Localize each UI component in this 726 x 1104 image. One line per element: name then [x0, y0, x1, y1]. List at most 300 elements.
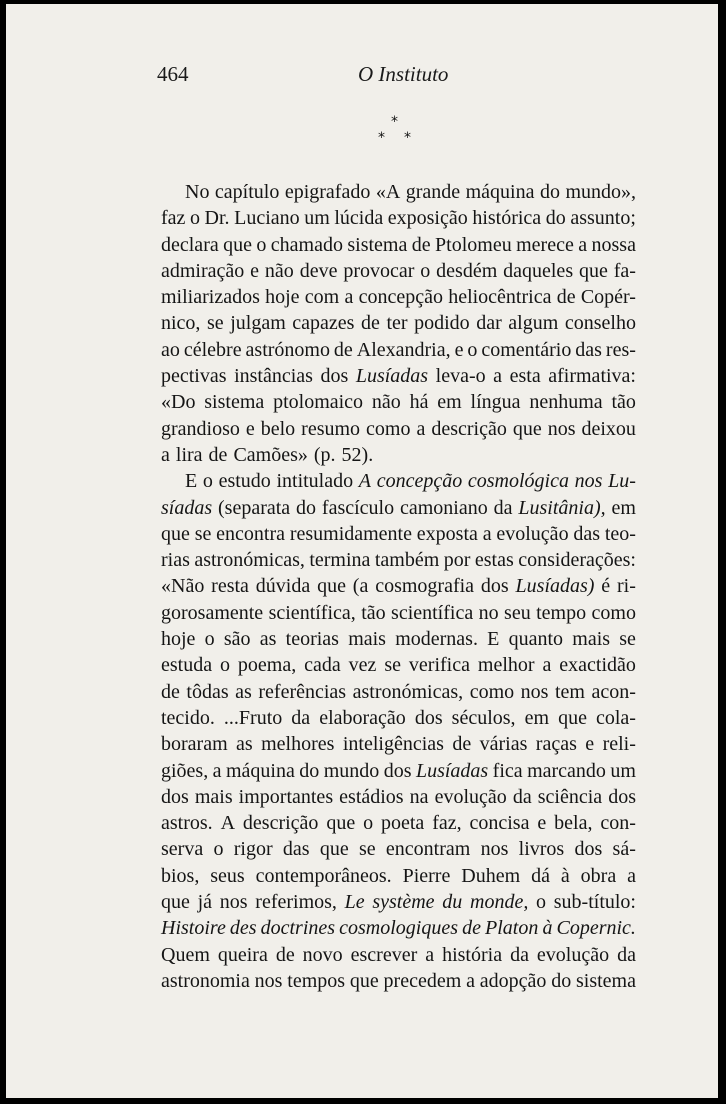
word: se: [194, 522, 212, 545]
word: dar: [476, 312, 502, 335]
word: com: [304, 286, 340, 309]
word: que: [161, 891, 190, 914]
word: que: [326, 812, 356, 835]
text-line: [161, 495, 636, 521]
word: giões,: [161, 759, 209, 782]
text-line: [161, 442, 636, 468]
word: deixou: [581, 417, 636, 440]
word: se: [384, 654, 402, 677]
word: exactidão: [559, 654, 636, 677]
word: Lusíadas: [355, 365, 429, 388]
word: que: [223, 233, 253, 256]
word: sistema: [204, 391, 265, 414]
word: máquina: [225, 759, 295, 782]
word: julgam: [230, 312, 286, 335]
word: cosmologiques: [339, 917, 459, 940]
text-line: [161, 810, 636, 836]
word: várias: [479, 733, 528, 756]
word: nos: [219, 891, 248, 914]
text-line: [161, 232, 636, 258]
word: Copernic.: [556, 917, 636, 940]
word: em: [611, 496, 636, 519]
text-line: [161, 679, 636, 705]
word: «Do: [161, 391, 196, 414]
word: Dr.: [204, 207, 230, 230]
word: exposição: [387, 207, 468, 230]
text-line: [161, 705, 636, 731]
text-line: [161, 731, 636, 757]
word: língua: [470, 391, 521, 414]
word: marcando: [527, 759, 606, 782]
word: nos: [547, 417, 576, 440]
word: de: [411, 233, 431, 256]
text-line: [161, 784, 636, 810]
word: resta: [211, 575, 249, 598]
word: E: [487, 628, 500, 651]
word: nico,: [161, 312, 201, 335]
word: con-: [600, 812, 636, 835]
word: gorosamente: [161, 601, 264, 624]
word: por: [443, 549, 471, 572]
word: contemporâneos.: [255, 864, 392, 887]
word: em: [524, 706, 550, 729]
word: A: [358, 470, 372, 493]
word: nos: [480, 838, 509, 861]
asterism-star-left: *: [378, 130, 385, 146]
word: da: [512, 785, 532, 808]
word: de: [208, 443, 228, 466]
word: nos: [574, 470, 603, 493]
word: 52).: [341, 443, 374, 466]
word: que: [512, 417, 542, 440]
text-line: [161, 416, 636, 442]
word: doctrines: [260, 917, 336, 940]
word: serva: [161, 838, 204, 861]
word: nenhuma: [529, 391, 603, 414]
word: cada: [304, 654, 341, 677]
word: ptolomaico: [273, 391, 364, 414]
word: merece: [516, 233, 574, 256]
word: tão: [611, 391, 636, 414]
word: a: [493, 365, 503, 388]
word: novo: [302, 943, 343, 966]
word: há: [409, 391, 429, 414]
word: poema,: [237, 654, 297, 677]
word: no: [478, 601, 499, 624]
word: pectivas: [161, 365, 227, 388]
word: rias: [161, 549, 190, 572]
word: estas: [474, 549, 514, 572]
word: e: [454, 338, 464, 361]
word: leva-o: [435, 365, 486, 388]
word: o: [189, 207, 200, 230]
word: daqueles: [503, 259, 574, 282]
word: e: [250, 259, 260, 282]
word: de: [333, 338, 353, 361]
word: a: [466, 969, 475, 992]
word: ...Fruto: [223, 706, 283, 729]
word: dos: [320, 365, 349, 388]
word: que: [161, 522, 190, 545]
word: tecido.: [161, 706, 215, 729]
word: nos: [254, 969, 283, 992]
word: concepção: [358, 286, 443, 309]
word: descrição: [242, 812, 319, 835]
word: camoniano: [399, 496, 488, 519]
word: célebre: [183, 338, 242, 361]
word: scientífica,: [268, 601, 356, 624]
word: fa-: [613, 259, 636, 282]
word: res-: [605, 338, 636, 361]
word: verifica: [408, 654, 470, 677]
text-line: [161, 863, 636, 889]
word: ao: [161, 338, 180, 361]
word: capazes: [292, 312, 355, 335]
word: o: [202, 470, 213, 493]
word: de: [275, 943, 295, 966]
word: que: [558, 706, 587, 729]
word: sub-título:: [553, 891, 636, 914]
word: histórica: [472, 207, 542, 230]
word: importantes: [238, 785, 334, 808]
word: evolução: [536, 943, 610, 966]
word: (separata: [218, 496, 291, 519]
word: o: [213, 838, 224, 861]
word: do: [545, 207, 566, 230]
word: que: [319, 838, 349, 861]
word: capítulo: [214, 181, 280, 203]
word: o: [256, 233, 267, 256]
word: grandioso: [161, 417, 240, 440]
word: heliocêntrica: [448, 286, 552, 309]
word: escrever: [350, 943, 418, 966]
word: chamado: [270, 233, 343, 256]
word: e: [537, 812, 547, 835]
word: declara: [161, 233, 219, 256]
word: considerações:: [518, 549, 636, 572]
word: da: [493, 496, 513, 519]
text-line: [161, 205, 636, 231]
word: a: [578, 233, 588, 256]
text-line: [161, 758, 636, 784]
word: ri-: [617, 575, 636, 598]
word: tão: [361, 601, 386, 624]
word: Duhem: [461, 864, 521, 887]
text-line: [161, 600, 636, 626]
word: dos: [574, 838, 603, 861]
word: raças: [535, 733, 577, 756]
word: hoje: [161, 628, 196, 651]
word: da: [291, 706, 311, 729]
word: sá-: [612, 838, 636, 861]
word: belo: [260, 417, 296, 440]
word: E: [185, 470, 198, 493]
word: Alexandria,: [356, 338, 451, 361]
word: que: [349, 969, 379, 992]
word: não: [371, 391, 401, 414]
word: em: [437, 391, 462, 414]
word: lira: [175, 443, 203, 466]
word: descrição: [431, 417, 507, 440]
word: astronómicas,: [352, 680, 464, 703]
word: concepção: [376, 470, 463, 493]
page-header: [6, 62, 718, 92]
page-number: 464: [157, 62, 189, 86]
word: bios,: [161, 864, 200, 887]
word: afirmativa:: [548, 365, 636, 388]
word: o: [204, 628, 215, 651]
word: cosmológica: [467, 470, 569, 493]
word: Le: [344, 891, 365, 914]
word: astronomia: [161, 969, 250, 992]
word: e: [245, 417, 255, 440]
word: bela,: [554, 812, 593, 835]
word: das: [282, 838, 310, 861]
word: tem: [554, 680, 585, 703]
word: de: [361, 312, 380, 335]
text-line: [161, 363, 636, 389]
word: história: [442, 943, 503, 966]
word: obra: [580, 864, 617, 887]
word: tôdas: [186, 680, 229, 703]
word: cosmografia: [375, 575, 475, 598]
word: A: [220, 812, 236, 835]
word: a: [542, 654, 552, 677]
word: máquina: [465, 181, 535, 203]
paper-sheet: [6, 4, 718, 1098]
word: concisa: [469, 812, 530, 835]
word: um: [610, 759, 636, 782]
word: como: [366, 417, 411, 440]
word: do: [551, 969, 572, 992]
word: o: [420, 259, 431, 282]
text-line: [161, 915, 636, 941]
word: desdém: [436, 259, 498, 282]
word: já: [197, 891, 213, 914]
word: dos: [383, 759, 412, 782]
word: termina: [309, 549, 371, 572]
word: nos: [520, 680, 549, 703]
word: livros: [518, 838, 565, 861]
section-asterism: [356, 114, 416, 154]
word: cola-: [595, 706, 636, 729]
word: dos: [161, 785, 189, 808]
word: tempo: [536, 601, 587, 624]
word: se: [206, 312, 224, 335]
word: Lusíadas): [515, 575, 595, 598]
word: as: [235, 680, 252, 703]
word: Lusíadas: [415, 759, 489, 782]
text-line: [161, 968, 636, 994]
word: referimos,: [255, 891, 337, 914]
word: algum: [508, 312, 559, 335]
text-line: [161, 179, 636, 205]
word: poeta: [380, 812, 425, 835]
word: queira: [217, 943, 268, 966]
text-line: [161, 468, 636, 494]
word: estuda: [161, 654, 213, 677]
word: exposta: [416, 522, 478, 545]
word: resumo: [301, 417, 361, 440]
word: dos: [480, 575, 509, 598]
word: a: [416, 417, 426, 440]
word: grande: [405, 181, 461, 203]
word: a: [425, 943, 435, 966]
word: Copér-: [580, 286, 636, 309]
word: ter: [386, 312, 408, 335]
word: o: [220, 654, 230, 677]
word: melhores: [261, 733, 335, 756]
word: à: [542, 917, 553, 940]
word: faz,: [432, 812, 462, 835]
word: astronómicas,: [194, 549, 305, 572]
word: que: [578, 259, 608, 282]
word: Ptolomeu: [435, 233, 512, 256]
word: referências: [258, 680, 347, 703]
word: de: [462, 917, 481, 940]
word: dúvida: [255, 575, 311, 598]
word: sistema: [347, 233, 408, 256]
word: epigrafado: [284, 181, 371, 203]
word: adopção: [479, 969, 547, 992]
word: scientífica: [391, 601, 474, 624]
word: Lusitânia),: [518, 496, 606, 519]
text-line: [161, 310, 636, 336]
word: dos: [608, 785, 636, 808]
word: No: [185, 181, 210, 203]
word: reli-: [602, 733, 636, 756]
word: precedem: [383, 969, 462, 992]
word: melhor: [477, 654, 535, 677]
word: «A: [375, 181, 401, 203]
word: mais: [348, 628, 386, 651]
word: système: [372, 891, 435, 914]
word: da: [617, 943, 636, 966]
word: des: [229, 917, 257, 940]
word: do: [539, 181, 560, 203]
word: a: [627, 864, 636, 887]
word: as: [236, 733, 253, 756]
word: estudo: [218, 470, 271, 493]
word: provocar: [343, 259, 415, 282]
word: inteligências: [342, 733, 444, 756]
word: mundo: [323, 759, 380, 782]
word: vez: [348, 654, 377, 677]
word: como: [591, 601, 636, 624]
word: a: [482, 522, 492, 545]
word: conselho: [564, 312, 636, 335]
word: de: [161, 680, 180, 703]
word: teorias: [285, 628, 339, 651]
text-line: [161, 284, 636, 310]
word: Quem: [161, 943, 210, 966]
word: astrónomo: [245, 338, 330, 361]
asterism-star-top: *: [391, 114, 398, 130]
word: estádios: [339, 785, 404, 808]
word: a: [212, 759, 222, 782]
word: tempos: [287, 969, 346, 992]
word: mais: [194, 785, 233, 808]
word: «Não: [161, 575, 205, 598]
text-line: [161, 521, 636, 547]
word: miliarizados: [161, 286, 260, 309]
word: Pierre: [402, 864, 451, 887]
word: Camões»: [233, 443, 308, 466]
word: quanto: [508, 628, 564, 651]
text-line: [161, 889, 636, 915]
word: o: [467, 338, 478, 361]
word: fica: [492, 759, 523, 782]
word: rigor: [233, 838, 273, 861]
word: também: [374, 549, 440, 572]
word: a: [344, 286, 354, 309]
word: do: [299, 759, 320, 782]
word: elaboração: [319, 706, 406, 729]
word: um: [304, 207, 330, 230]
text-line: [161, 547, 636, 573]
word: as: [259, 628, 277, 651]
word: sistema: [575, 969, 636, 992]
word: boraram: [161, 733, 228, 756]
word: faz: [161, 207, 186, 230]
word: Platon: [485, 917, 539, 940]
word: fascículo: [321, 496, 395, 519]
word: modernas.: [395, 628, 478, 651]
word: de: [556, 286, 576, 309]
text-line: [161, 389, 636, 415]
text-line: [161, 258, 636, 284]
word: que: [317, 575, 346, 598]
word: séculos,: [451, 706, 516, 729]
asterism-star-right: *: [404, 130, 411, 146]
word: encontra: [216, 522, 286, 545]
word: evolução: [496, 522, 569, 545]
word: como: [469, 680, 515, 703]
word: e: [585, 733, 595, 756]
word: deve: [299, 259, 338, 282]
word: da: [510, 943, 529, 966]
word: dá: [531, 864, 550, 887]
word: de: [452, 733, 472, 756]
word: lúcida: [334, 207, 384, 230]
word: assunto;: [570, 207, 636, 230]
word: o: [536, 891, 547, 914]
word: dos: [414, 706, 443, 729]
running-title: O Instituto: [358, 62, 449, 86]
word: mais: [572, 628, 611, 651]
word: (a: [352, 575, 369, 598]
text-line: [161, 652, 636, 678]
word: Lu-: [608, 470, 636, 493]
word: comentário: [481, 338, 572, 361]
text-line: [161, 836, 636, 862]
word: se: [358, 838, 376, 861]
word: evolução: [434, 785, 507, 808]
word: hoje: [265, 286, 300, 309]
word: na: [409, 785, 429, 808]
word: não: [264, 259, 294, 282]
word: à: [560, 864, 570, 887]
word: instâncias: [234, 365, 313, 388]
word: resumidamente: [289, 522, 412, 545]
word: monde,: [470, 891, 529, 914]
word: são: [223, 628, 251, 651]
word: podido: [414, 312, 470, 335]
word: seus: [210, 864, 245, 887]
word: o: [363, 812, 374, 835]
word: seu: [504, 601, 531, 624]
word: se: [619, 628, 636, 651]
